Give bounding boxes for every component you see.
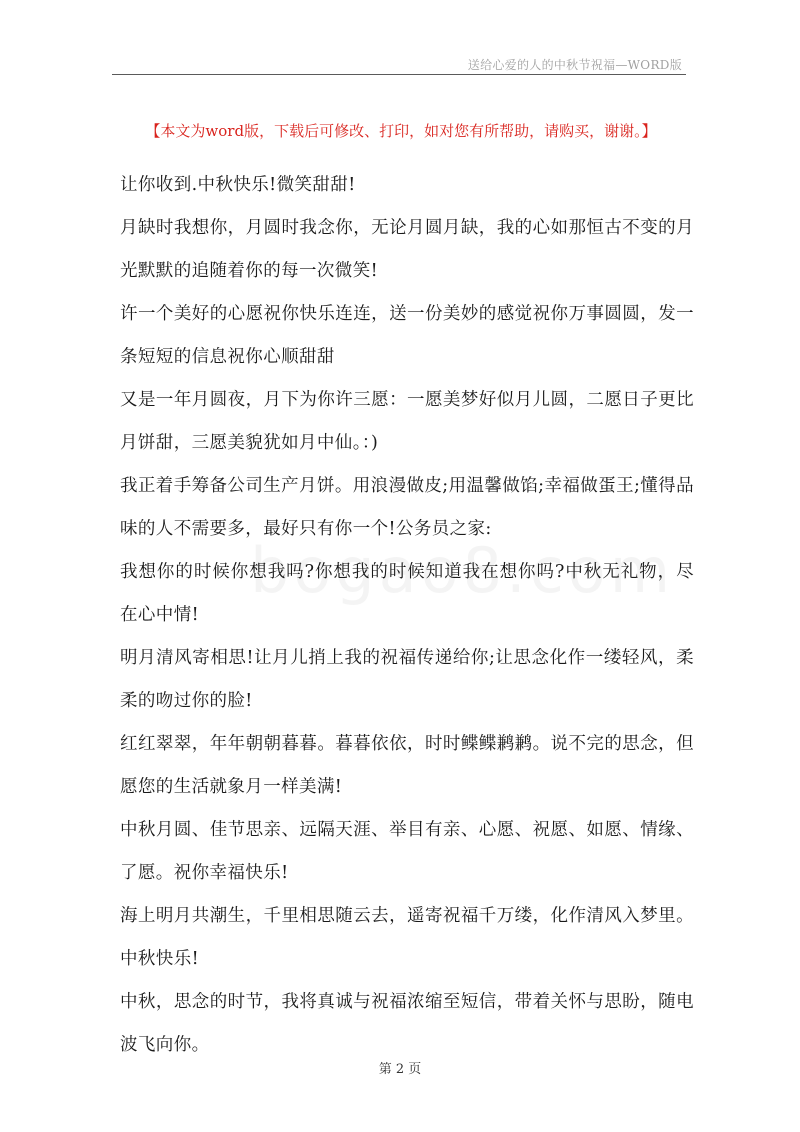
paragraph: 月缺时我想你，月圆时我念你，无论月圆月缺，我的心如那恒古不变的月光默默的追随着你的每一次微笑!: [120, 218, 694, 281]
page-header: [112, 52, 686, 75]
paragraph: 我正着手筹备公司生产月饼。用浪漫做皮;用温馨做馅;幸福做蛋王;懂得品味的人不需要多，最好只有你一个!公务员之家:: [120, 476, 694, 539]
page-number: 第 2 页: [378, 1062, 422, 1077]
download-notice: 【本文为word版，下载后可修改、打印，如对您有所帮助，请购买，谢谢。】: [145, 122, 657, 140]
paragraph: 又是一年月圆夜，月下为你许三愿：一愿美梦好似月儿圆，二愿日子更比月饼甜，三愿美貌犹如月中仙。：): [120, 390, 694, 453]
paragraph: 明月清风寄相思!让月儿捎上我的祝福传递给你;让思念化作一缕轻风，柔柔的吻过你的脸!: [120, 648, 694, 711]
paragraph: 许一个美好的心愿祝你快乐连连，送一份美妙的感觉祝你万事圆圆，发一条短短的信息祝你心顺甜甜: [120, 304, 694, 367]
paragraph: 我想你的时候你想我吗?你想我的时候知道我在想你吗?中秋无礼物，尽在心中情!: [120, 562, 694, 625]
header-title: 送给心爱的人的中秋节祝福—WORD版: [467, 58, 682, 72]
document-body: [120, 164, 694, 1067]
paragraph: 海上明月共潮生，千里相思随云去，遥寄祝福千万缕，化作清风入梦里。中秋快乐!: [120, 906, 694, 969]
paragraph: 中秋，思念的时节，我将真诚与祝福浓缩至短信，带着关怀与思盼，随电波飞向你。: [120, 992, 694, 1055]
paragraph: 中秋月圆、佳节思亲、远隔天涯、举目有亲、心愿、祝愿、如愿、情缘、了愿。祝你幸福快乐!: [120, 820, 694, 883]
paragraph: 让你收到.中秋快乐!微笑甜甜!: [120, 175, 356, 195]
paragraph: 红红翠翠，年年朝朝暮暮。暮暮依依，时时鲽鲽鹣鹣。说不完的思念，但愿您的生活就象月一样美满!: [120, 734, 694, 797]
